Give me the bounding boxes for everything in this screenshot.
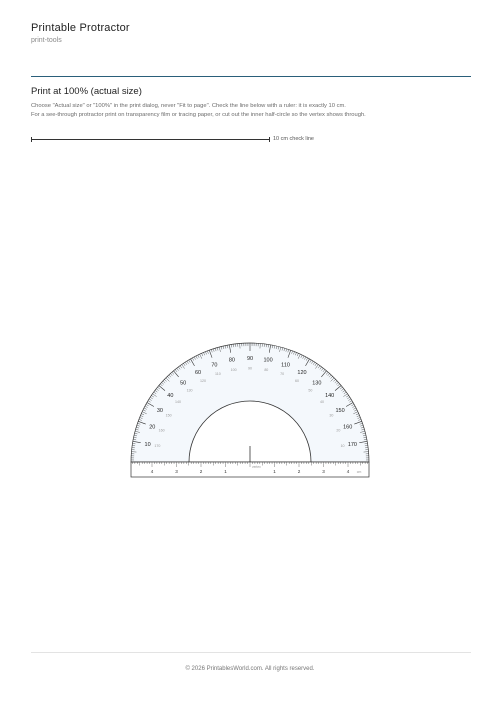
degree-label: 60 [194, 369, 202, 376]
degree-label: 80 [228, 357, 236, 364]
degree-label-inner: 120 [200, 379, 206, 384]
ruler-label: 2 [199, 469, 203, 474]
ruler-label: 3 [322, 469, 325, 474]
protractor-layer [131, 343, 369, 477]
degree-label: 10 [144, 441, 151, 448]
ruler-label: 1 [224, 469, 227, 474]
site-category[interactable]: print-tools [31, 37, 62, 44]
degree-label-inner: 20 [336, 428, 341, 433]
degree-label: 110 [281, 362, 290, 369]
degree-label: 140 [325, 393, 335, 400]
degree-label-inner: 160 [158, 428, 165, 433]
site-title: Printable Protractor [31, 22, 130, 34]
ruler-label: 2 [297, 469, 301, 474]
degree-label-inner: 130 [186, 388, 193, 393]
ruler-unit-label: cm [356, 470, 362, 474]
degree-label-inner: 30 [329, 413, 334, 418]
degree-label-inner: 70 [280, 372, 285, 377]
degree-label-inner: 150 [165, 413, 172, 418]
degree-label-inner: 40 [320, 400, 325, 405]
ruler-label: 4 [150, 469, 154, 474]
degree-label: 130 [312, 380, 322, 387]
copyright: © 2026 PrintablesWorld.com. All rights reserved. [185, 666, 315, 672]
degree-label: 20 [149, 424, 156, 431]
degree-label: 90 [246, 356, 254, 362]
degree-label: 170 [347, 441, 358, 448]
ruler-label: 1 [273, 469, 276, 474]
degree-label-inner: 10 [340, 444, 345, 449]
degree-label: 160 [343, 424, 353, 431]
footer-divider [31, 652, 471, 653]
degree-label: 40 [167, 393, 174, 400]
degree-label: 100 [263, 357, 273, 364]
degree-label: 120 [297, 369, 307, 376]
vertex-label: vertex [252, 465, 261, 469]
degree-label-inner: 170 [154, 444, 161, 449]
degree-label-inner: 50 [308, 388, 313, 393]
instruction-line-2: For a see-through protractor print on transparency film or tracing paper, or cut out the inner half-circle so the vertex shows through. [31, 112, 366, 118]
degree-label-inner: 100 [230, 367, 237, 372]
degree-label-inner: 60 [295, 379, 299, 384]
ruler-label: 4 [346, 469, 350, 474]
degree-label-inner: 140 [174, 400, 181, 405]
degree-label-inner: 90 [248, 366, 252, 371]
check-line-label: 10 cm check line [273, 136, 314, 142]
degree-label-inner: 110 [214, 372, 221, 377]
instruction-line-1: Choose "Actual size" or "100%" in the print dialog, never "Fit to page". Check the line below with a ruler: it is exactly 10 cm. [31, 103, 346, 109]
ruler-label: 3 [175, 469, 178, 474]
degree-label-inner: 80 [264, 367, 269, 372]
section-title: Print at 100% (actual size) [31, 86, 142, 97]
degree-label: 30 [156, 408, 163, 414]
degree-label: 70 [211, 362, 218, 369]
degree-label: 150 [335, 408, 345, 414]
degree-label: 50 [180, 380, 187, 387]
